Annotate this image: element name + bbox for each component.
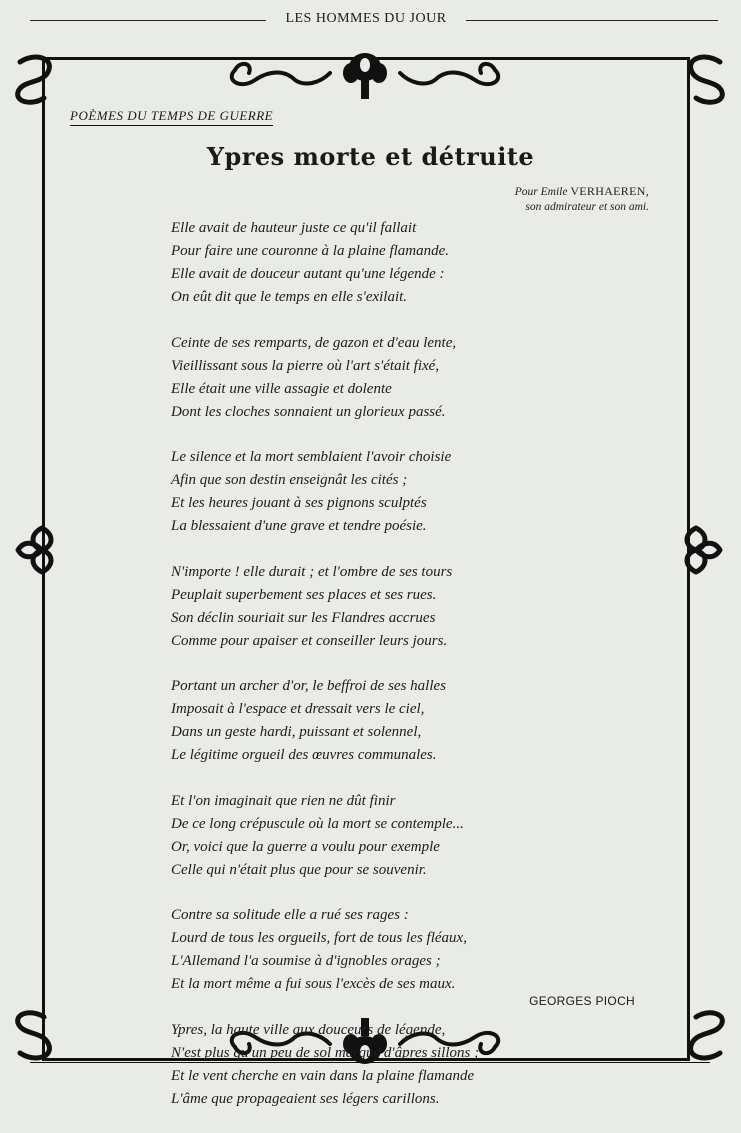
section-heading: POÈMES DU TEMPS DE GUERRE: [70, 108, 273, 126]
top-scroll-ornament-icon: [215, 45, 515, 105]
poem-line: L'âme que propageaient ses légers carillons.: [171, 1090, 440, 1107]
poem-line: Portant un archer d'or, le beffroi de ses halles: [171, 678, 446, 694]
poem-line: Et la mort même a fui sous l'excès de ses maux.: [171, 976, 456, 992]
stanza: [171, 561, 611, 653]
poem-line: Son déclin souriait sur les Flandres accrues: [171, 609, 436, 626]
dedication-line-1: [515, 184, 649, 200]
poem-line: Et les heures jouant à ses pignons sculptés: [171, 495, 427, 511]
dedication-line-2: son admirateur et son ami.: [525, 201, 649, 213]
stanza: [171, 217, 611, 309]
running-head-rule-right: [466, 20, 718, 21]
poem-line: N'importe ! elle durait ; et l'ombre de ses tours: [171, 563, 453, 580]
corner-ornament-bottom-right-icon: [670, 1005, 730, 1065]
poem-line: Le silence et la mort semblaient l'avoir choisie: [171, 449, 452, 465]
running-head: [0, 8, 741, 32]
stanza: [171, 675, 611, 767]
poem-line: Et le vent cherche en vain dans la plaine flamande: [171, 1067, 475, 1084]
running-head-title: LES HOMMES DU JOUR: [285, 11, 447, 26]
poem-title: Ypres morte et détruite: [206, 142, 535, 171]
poem-line: Lourd de tous les orgueils, fort de tous les fléaux,: [171, 930, 467, 946]
poem-line: Vieillissant sous la pierre où l'art s'était fixé,: [171, 357, 440, 374]
poem-line: Elle avait de douceur autant qu'une légende :: [171, 266, 445, 282]
corner-ornament-bottom-left-icon: [10, 1005, 70, 1065]
poem-line: Elle était une ville assagie et dolente: [171, 380, 392, 397]
dedication: [515, 184, 649, 215]
corner-ornament-top-right-icon: [670, 50, 730, 110]
dedication-name: VERHAEREN,: [570, 184, 649, 198]
poem-line: Ceinte de ses remparts, de gazon et d'eau lente,: [171, 334, 457, 351]
poem-line: Peuplait superbement ses places et ses rues.: [171, 586, 437, 603]
dedication-prefix: Pour Emile: [514, 186, 571, 198]
stanza: [171, 790, 611, 882]
poem-line: Le légitime orgueil des œuvres communales.: [171, 747, 437, 763]
corner-ornament-top-left-icon: [10, 50, 70, 110]
poem-line: Dans un geste hardi, puissant et solennel,: [171, 724, 422, 740]
author-signature: GEORGES PIOCH: [529, 994, 635, 1008]
poem-line: La blessaient d'une grave et tendre poésie.: [171, 518, 427, 534]
stanza: [171, 332, 611, 424]
poem-line: Et l'on imaginait que rien ne dût finir: [171, 792, 396, 809]
stanza: [171, 1019, 611, 1111]
stanza: [171, 446, 611, 538]
poem-line: On eût dit que le temps en elle s'exilait.: [171, 289, 408, 305]
side-fleur-ornament-right-icon: [666, 520, 726, 580]
poem-line: N'est plus qu'un peu de sol marqué d'âpres sillons ;: [171, 1044, 480, 1061]
poem-line: Or, voici que la guerre a voulu pour exemple: [171, 838, 440, 855]
stanza: [171, 904, 611, 996]
poem-line: De ce long crépuscule où la mort se contemple...: [171, 815, 464, 832]
poem-line: Dont les cloches sonnaient un glorieux passé.: [171, 403, 446, 420]
running-head-rule-left: [30, 20, 266, 21]
poem-line: Elle avait de hauteur juste ce qu'il fallait: [171, 220, 417, 236]
poem-line: Afin que son destin enseignât les cités ;: [171, 472, 408, 488]
side-fleur-ornament-left-icon: [12, 520, 72, 580]
poem-line: Imposait à l'espace et dressait vers le ciel,: [171, 701, 425, 717]
poem-line: Contre sa solitude elle a rué ses rages :: [171, 907, 409, 923]
poem-line: Comme pour apaiser et conseiller leurs jours.: [171, 632, 448, 649]
poem-line: Ypres, la haute ville aux douceurs de légende,: [171, 1021, 446, 1038]
poem-line: Celle qui n'était plus que pour se souvenir.: [171, 861, 427, 878]
poem-line: L'Allemand l'a soumise à d'ignobles orages ;: [171, 953, 441, 969]
poem-line: Pour faire une couronne à la plaine flamande.: [171, 243, 450, 259]
